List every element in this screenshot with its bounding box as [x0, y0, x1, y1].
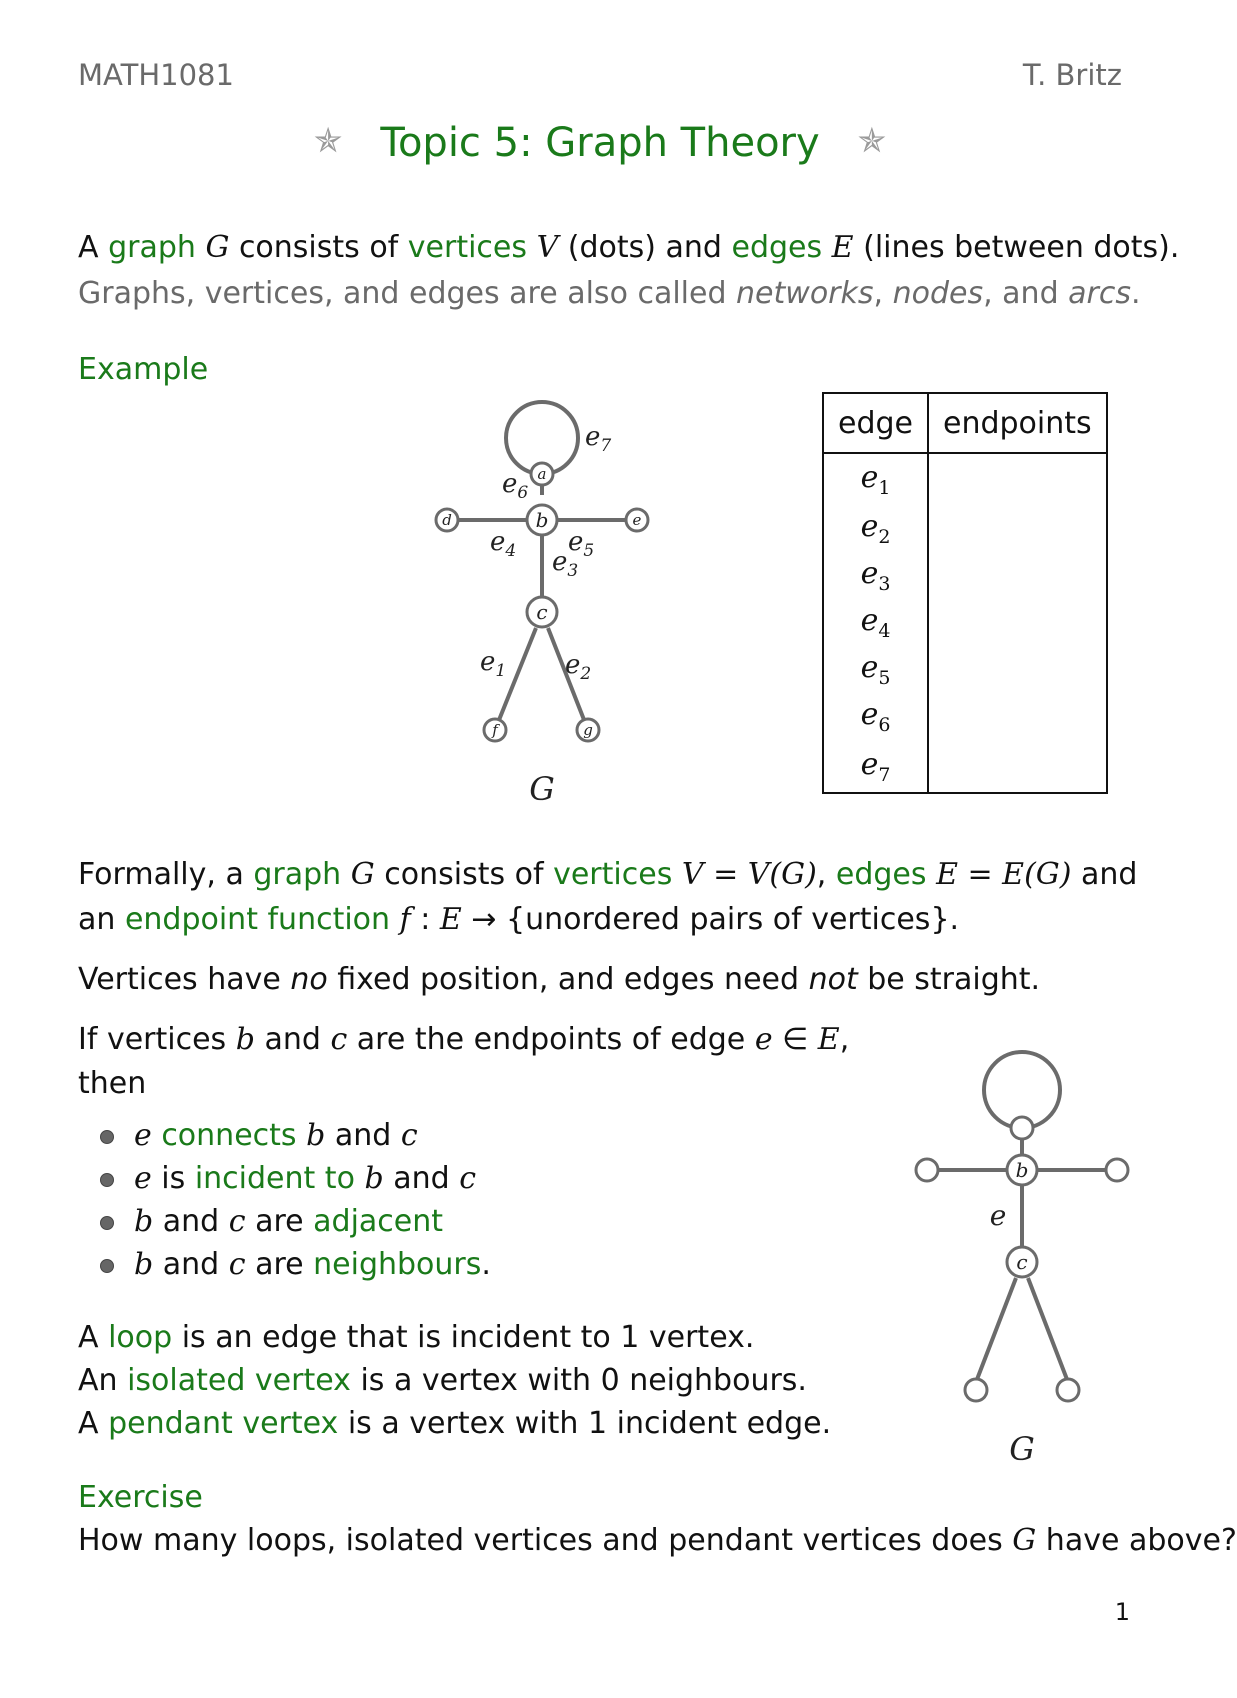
vertex-label-f: f [492, 721, 498, 739]
table-row: $e_3$ [824, 552, 1106, 599]
vertex-label-d: d [442, 511, 452, 529]
table-row: $e_2$ [824, 505, 1106, 552]
endpoints-cell [928, 693, 1106, 740]
endpoints-cell [928, 599, 1106, 646]
exercise-heading: Exercise [78, 1480, 203, 1515]
edge-label-e1: $e_1$ [480, 647, 507, 681]
endpoints-cell [928, 453, 1106, 505]
edge-label-e6: $e_6$ [502, 469, 529, 503]
table-row: $e_4$ [824, 599, 1106, 646]
example-graph [420, 390, 680, 810]
vertex-top [1011, 1117, 1033, 1139]
list-item: e is incident to b and c [78, 1157, 491, 1200]
edge-lower-right [1028, 1278, 1068, 1382]
edge-lower-left [976, 1278, 1016, 1382]
vertex-label-b: b [1015, 1158, 1029, 1182]
page-number: 1 [1114, 1598, 1130, 1626]
formal-line-1: Formally, a graph G consists of vertices V = V(G), edges E = E(G) and [78, 857, 1138, 892]
star-icon: ✯ [857, 121, 887, 161]
endpoints-cell [928, 505, 1106, 552]
intro-line-2: Graphs, vertices, and edges are also called networks, nodes, and arcs. [78, 276, 1141, 311]
exercise-question: How many loops, isolated vertices and pendant vertices does G have above? [78, 1523, 1237, 1558]
edge-label-e5: $e_5$ [568, 527, 595, 561]
second-graph [880, 1020, 1160, 1490]
vertex-left [916, 1159, 938, 1181]
table-row: $e_7$ [824, 740, 1106, 792]
vertex-lower-left [965, 1379, 987, 1401]
graph-caption: G [529, 770, 555, 808]
vertex-label-c: c [536, 600, 548, 624]
vertex-right [1106, 1159, 1128, 1181]
title-text: Topic 5: Graph Theory [380, 120, 820, 166]
vertex-label-b: b [535, 508, 549, 532]
endpoints-cell [928, 740, 1106, 792]
edge-label-e4: $e_4$ [490, 527, 517, 561]
course-code: MATH1081 [78, 58, 234, 92]
vertex-label-a: a [537, 465, 547, 483]
list-item: b and c are neighbours. [78, 1243, 491, 1286]
table-header-endpoints: endpoints [928, 394, 1106, 453]
term-edges: edges [731, 230, 823, 265]
graph-caption: G [1009, 1430, 1035, 1468]
bullet-list [78, 1114, 491, 1286]
edge-label-e7: $e_7$ [585, 422, 612, 456]
endpoints-cell [928, 552, 1106, 599]
vertex-lower-right [1057, 1379, 1079, 1401]
edge-label-e: e [989, 1199, 1007, 1232]
def-isolated: An isolated vertex is a vertex with 0 neighbours. [78, 1363, 807, 1398]
star-icon: ✯ [313, 121, 343, 161]
endpoints-table [822, 392, 1108, 794]
table-row: $e_6$ [824, 693, 1106, 740]
vertex-label-c: c [1016, 1250, 1028, 1274]
def-pendant: A pendant vertex is a vertex with 1 incident edge. [78, 1406, 832, 1441]
formal-line-2: an endpoint function f : E → {unordered pairs of vertices}. [78, 902, 960, 937]
table-row: $e_1$ [824, 453, 1106, 505]
example-heading: Example [78, 352, 209, 387]
edge-label-e3: $e_3$ [552, 547, 579, 581]
then-line: then [78, 1066, 147, 1101]
table-row: $e_5$ [824, 646, 1106, 693]
edge-label-e2: $e_2$ [565, 650, 592, 684]
term-vertices: vertices [407, 230, 528, 265]
list-item: b and c are adjacent [78, 1200, 491, 1243]
position-line: Vertices have no fixed position, and edges need not be straight. [78, 962, 1041, 997]
vertex-label-e: e [632, 511, 642, 529]
author: T. Britz [1022, 58, 1122, 92]
term-graph: graph [108, 230, 196, 265]
vertex-label-g: g [583, 721, 593, 739]
table-header-edge: edge [824, 394, 928, 453]
def-loop: A loop is an edge that is incident to 1 vertex. [78, 1320, 755, 1355]
ifthen-line: If vertices b and c are the endpoints of edge e ∈ E, [78, 1022, 850, 1057]
intro-line-1: A graph G consists of vertices V (dots) and edges E (lines between dots). [78, 230, 1180, 265]
endpoints-cell [928, 646, 1106, 693]
page-title [0, 120, 1200, 166]
list-item: e connects b and c [78, 1114, 491, 1157]
